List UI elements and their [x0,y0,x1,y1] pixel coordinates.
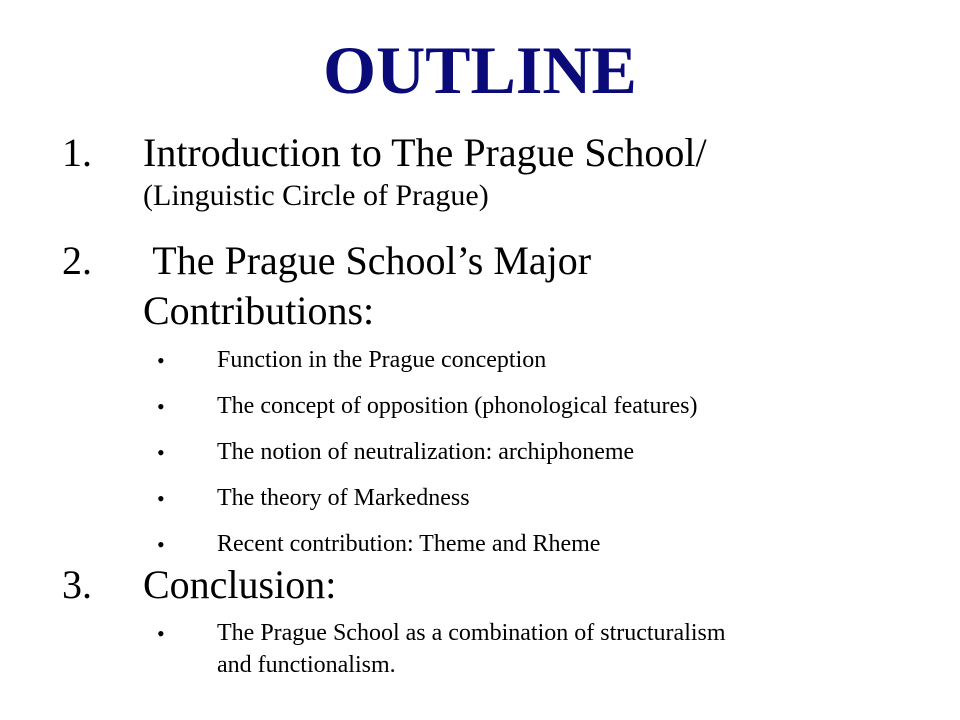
item-heading-line-2: Contributions: [143,288,375,333]
item-heading: Introduction to The Prague School/ [143,130,707,175]
bullet-marker: • [157,394,165,419]
item-heading: Conclusion: [143,562,337,607]
bullet-item-markedness: The theory of Markedness [217,485,470,511]
bullet-item-theme-rheme: Recent contribution: Theme and Rheme [217,531,601,557]
item-number: 3. [62,562,92,607]
bullet-item-conclusion-line-1: The Prague School as a combination of structuralism [217,620,726,646]
bullet-marker: • [157,348,165,373]
item-number: 1. [62,130,92,175]
bullet-marker: • [157,621,165,646]
slide-title: OUTLINE [323,32,637,108]
bullet-marker: • [157,440,165,465]
bullet-marker: • [157,532,165,557]
bullet-marker: • [157,486,165,511]
item-subheading: (Linguistic Circle of Prague) [143,179,489,212]
item-heading-line-1: The Prague School’s Major [143,238,592,283]
bullet-item-opposition: The concept of opposition (phonological features) [217,393,698,419]
bullet-item-conclusion-line-2: and functionalism. [217,652,396,678]
bullet-item-function: Function in the Prague conception [217,347,547,373]
bullet-item-neutralization: The notion of neutralization: archiphoneme [217,439,635,465]
item-number: 2. [62,238,92,283]
